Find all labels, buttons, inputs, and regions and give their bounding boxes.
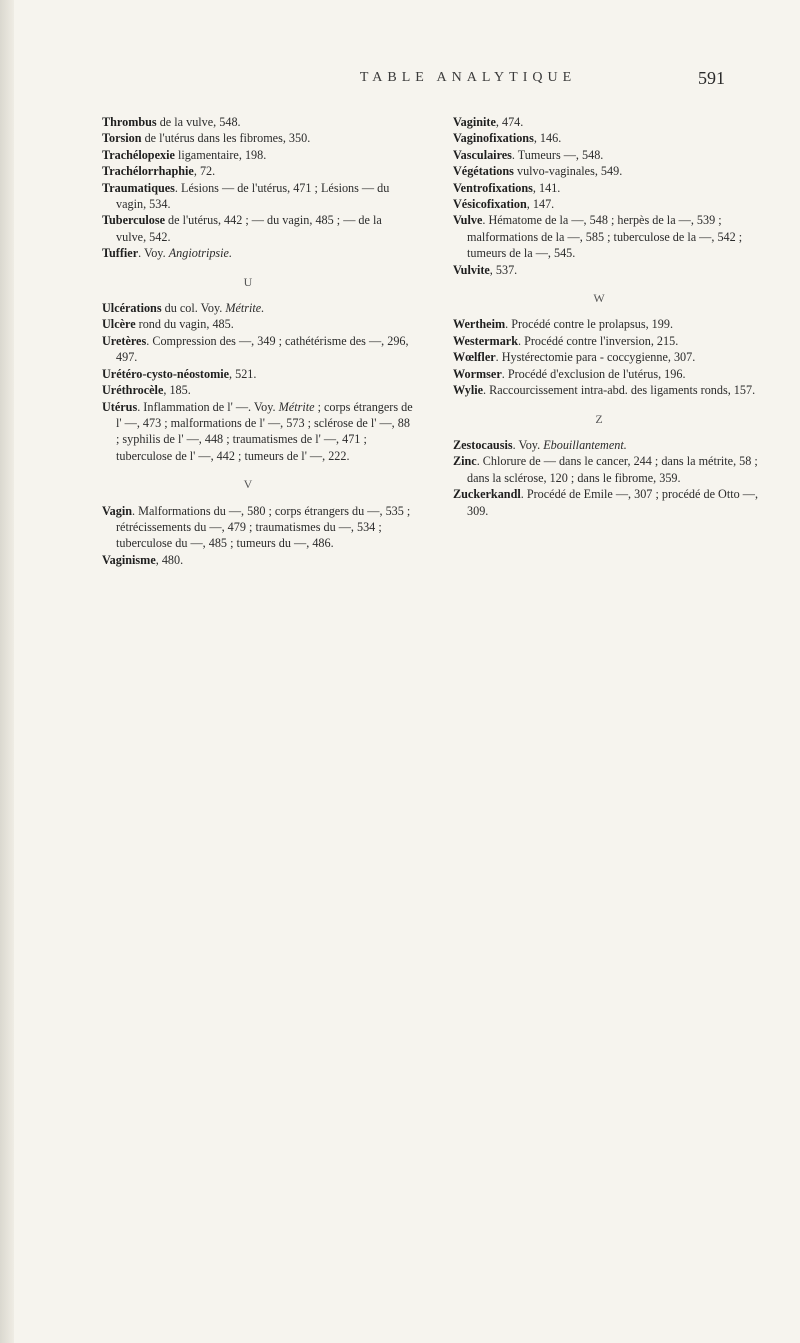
index-entry: [102, 366, 414, 382]
entry-reference: Métrite: [278, 399, 315, 414]
entry-headword: Vagin: [102, 503, 133, 518]
index-entry: [453, 349, 765, 365]
entry-text: . Inflammation de l' —. Voy.: [137, 399, 279, 414]
index-entry: [453, 316, 765, 332]
entry-headword: Vaginofixations: [453, 131, 534, 146]
entry-text: de l'utérus, 442 ; — du vagin, 485 ; — de la vulve, 542.: [116, 213, 382, 244]
entry-headword: Zuckerkandl: [453, 487, 521, 502]
entries-z: [453, 437, 765, 519]
entry-text: , 474.: [495, 115, 524, 129]
index-entry: [453, 437, 765, 453]
index-entry: [102, 382, 414, 398]
entry-text: rond du vagin, 485.: [135, 317, 234, 332]
entry-text: . Lésions — de l'utérus, 471 ; Lésions — du vagin, 534.: [116, 180, 390, 212]
left-column: [102, 114, 414, 568]
right-column: [453, 114, 765, 519]
entry-headword: Ventrofixations: [453, 180, 533, 195]
entry-text: , 521.: [229, 366, 257, 381]
index-entry: [453, 333, 765, 349]
index-entry: [102, 333, 414, 366]
index-entry: [102, 316, 414, 332]
index-entry: [102, 503, 414, 552]
entries-v: [102, 503, 414, 569]
index-entry: [102, 163, 414, 179]
entries-v-cont: [453, 114, 765, 278]
entry-text: , 480.: [155, 552, 184, 567]
entries-u: [102, 300, 414, 464]
index-entry: [102, 147, 414, 163]
entry-reference: Angiotripsie.: [168, 246, 233, 261]
index-entry: [102, 180, 414, 213]
entry-text: de l'utérus dans les fibromes, 350.: [141, 131, 311, 146]
entry-reference: Métrite.: [225, 301, 265, 316]
entry-headword: Ulcérations: [102, 301, 162, 316]
entry-text: , 147.: [526, 197, 555, 212]
running-title: TABLE ANALYTIQUE: [359, 70, 577, 85]
entry-text: . Tumeurs —, 548.: [511, 147, 604, 162]
entry-headword: Ulcère: [102, 317, 136, 332]
index-entry: [453, 486, 765, 519]
index-entry: [453, 130, 765, 146]
entry-text: . Chlorure de — dans le cancer, 244 ; dans la métrite, 58 ; dans la sclérose, 120 ; dans le fibrome, 359.: [467, 454, 758, 485]
entry-headword: Vaginite: [453, 115, 496, 129]
section-letter-v: V: [243, 477, 253, 492]
entry-text: . Procédé de Emile —, 307 ; procédé de Otto —, 309.: [467, 487, 758, 518]
index-entry: [453, 114, 765, 130]
entry-text: , 185.: [163, 383, 191, 398]
entry-text: , 537.: [489, 262, 518, 277]
page-header: [0, 70, 800, 94]
entry-headword: Wœlfler: [453, 350, 496, 365]
entry-text: . Procédé contre l'inversion, 215.: [517, 333, 679, 348]
index-entry: [453, 262, 765, 278]
index-entry: [102, 114, 414, 130]
entry-headword: Vulvite: [453, 262, 490, 277]
entry-headword: Uretères: [102, 333, 147, 348]
entry-headword: Tuffier: [102, 246, 139, 261]
index-entry: [453, 180, 765, 196]
entry-text: . Compression des —, 349 ; cathétérisme des —, 296, 497.: [116, 333, 409, 365]
entry-headword: Westermark: [453, 333, 518, 348]
entry-text: de la vulve, 548.: [156, 115, 241, 129]
entry-headword: Trachélopexie: [102, 147, 175, 162]
entry-text: . Voy.: [512, 437, 544, 452]
section-letter-u: U: [243, 274, 253, 289]
entry-headword: Vésicofixation: [453, 197, 527, 212]
index-entry: [102, 399, 414, 465]
entry-headword: Vasculaires: [453, 147, 512, 162]
entry-headword: Traumatiques: [102, 180, 175, 195]
entry-headword: Torsion: [102, 131, 142, 146]
entry-headword: Thrombus: [102, 115, 157, 129]
index-entry: [453, 453, 765, 486]
index-entry: [102, 300, 414, 316]
section-letter-z: Z: [595, 411, 603, 426]
entry-text: . Hématome de la —, 548 ; herpès de la —, 539 ; malformations de la —, 585 ; tuberculose de la —, 542 ; tumeurs de la —, 545.: [467, 213, 743, 261]
entry-reference: Ebouillantement.: [543, 437, 627, 452]
entry-headword: Wylie: [453, 383, 484, 398]
page-number: 591: [698, 68, 725, 88]
entry-text: . Voy.: [138, 246, 169, 261]
entry-text: du col. Voy.: [161, 301, 226, 316]
entries-t: [102, 114, 414, 262]
entry-headword: Zestocausis: [453, 437, 513, 452]
entry-headword: Trachélorrhaphie: [102, 164, 194, 179]
entries-w: [453, 316, 765, 398]
entry-text: . Procédé d'exclusion de l'utérus, 196.: [501, 366, 686, 381]
index-entry: [102, 552, 414, 568]
entry-headword: Vulve: [453, 213, 483, 228]
index-entry: [102, 245, 414, 261]
index-entry: [453, 196, 765, 212]
entry-text-continued: ; corps étrangers de l' —, 473 ; malformations de l' —, 573 ; sclérose de l' —, 88 ; syphilis de l' —, 448 ; traumatismes de l' —, 471 ; tuberculose de l' —, 442 ; tumeurs de l' —, 222.: [116, 399, 413, 463]
entry-headword: Utérus: [102, 399, 138, 414]
entry-text: , 146.: [533, 131, 562, 146]
entry-headword: Wertheim: [453, 317, 506, 332]
entry-headword: Urétéro-cysto-néostomie: [102, 366, 230, 381]
index-entry: [453, 212, 765, 261]
section-letter-w: W: [593, 291, 605, 306]
entry-text: vulvo-vaginales, 549.: [513, 164, 623, 179]
entry-headword: Vaginisme: [102, 552, 156, 567]
entry-headword: Végétations: [453, 164, 514, 179]
entry-headword: Tuberculose: [102, 213, 165, 228]
page-edge-shadow: [0, 0, 14, 1343]
index-entry: [453, 147, 765, 163]
entry-headword: Zinc: [453, 454, 477, 469]
index-entry: [453, 366, 765, 382]
entry-headword: Wormser: [453, 366, 502, 381]
entry-text: . Raccourcissement intra-abd. des ligaments ronds, 157.: [483, 383, 756, 398]
entry-text: , 141.: [532, 180, 561, 195]
index-entry: [453, 163, 765, 179]
entry-text: ligamentaire, 198.: [174, 147, 267, 162]
index-entry: [102, 130, 414, 146]
entry-headword: Uréthrocèle: [102, 383, 164, 398]
index-entry: [453, 382, 765, 398]
index-entry: [102, 212, 414, 245]
entry-text: . Malformations du —, 580 ; corps étrangers du —, 535 ; rétrécissements du —, 479 ; traumatismes du —, 534 ; tuberculose du —, 485 ; tumeurs du —, 486.: [116, 503, 411, 551]
entry-text: . Procédé contre le prolapsus, 199.: [505, 317, 673, 332]
entry-text: , 72.: [193, 164, 216, 179]
entry-text: . Hystérectomie para - coccygienne, 307.: [495, 350, 696, 365]
